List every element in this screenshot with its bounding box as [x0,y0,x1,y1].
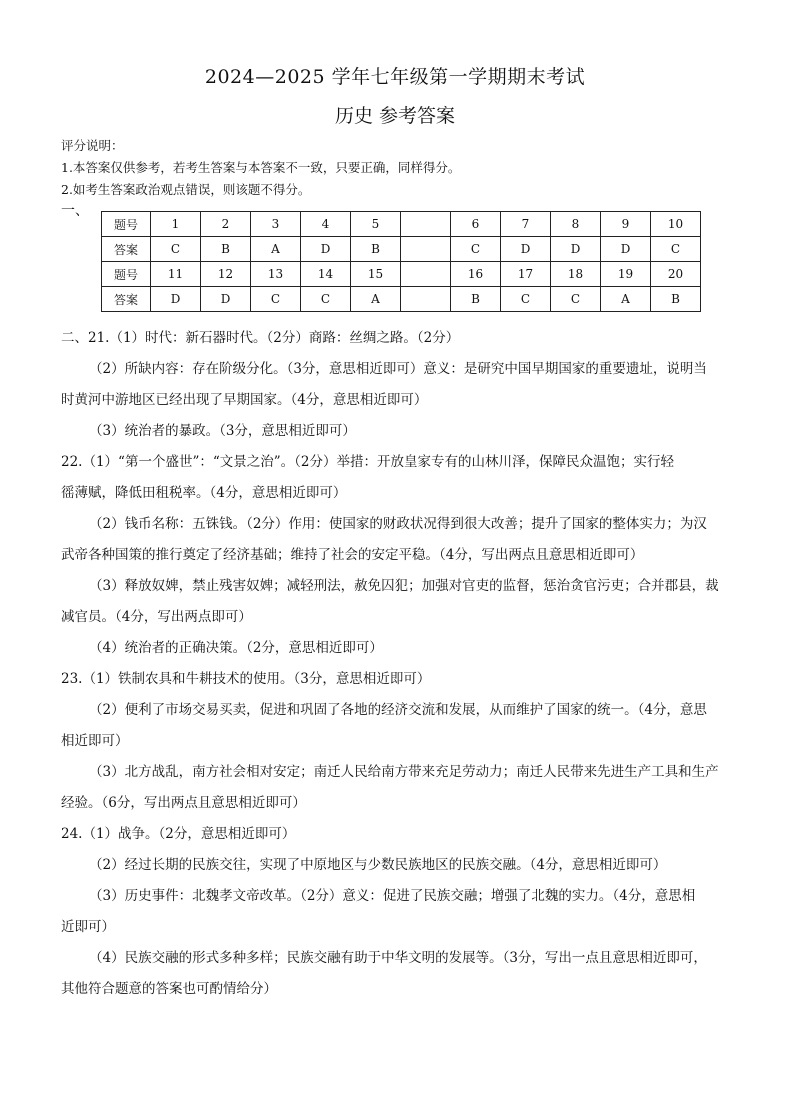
answer-line: （3）释放奴婢，禁止残害奴婢；减轻刑法，赦免囚犯；加强对官吏的监督，惩治贪官污吏；合并郡县，裁 [89,578,719,594]
table-cell: 12 [201,262,251,287]
table-cell: B [201,237,251,262]
answer-list [61,323,741,1005]
table-cell: D [301,237,351,262]
table-cell [401,262,451,287]
answer-line: （3）统治者的暴政。（3分，意思相近即可） [89,423,356,439]
answer-line: （4）民族交融的形式多种多样；民族交融有助于中华文明的发展等。（3分，写出一点且意思相近即可， [89,950,707,966]
table-cell: B [351,237,401,262]
section-1-label: 一、 [61,203,89,219]
grading-notes-heading: 评分说明： [61,138,124,153]
table-cell: 4 [301,212,351,237]
table-cell [401,237,451,262]
table-cell: 20 [651,262,701,287]
table-cell: 1 [151,212,201,237]
table-cell: 5 [351,212,401,237]
answer-line: 二、21.（1）时代：新石器时代。（2分）商路：丝绸之路。（2分） [61,330,460,346]
answer-line: 时黄河中游地区已经出现了早期国家。（4分，意思相近即可） [61,392,428,408]
table-cell: 7 [501,212,551,237]
table-cell: 14 [301,262,351,287]
answer-line: （2）便利了市场交易买卖，促进和巩固了各地的经济交流和发展，从而维护了国家的统一。（4分，意思 [89,702,707,718]
grading-notes [61,135,460,201]
row-header-cell: 题号 [102,262,151,287]
table-cell: B [451,287,501,312]
table-row [102,262,701,287]
table-row [102,212,701,237]
grading-note-2: 2.如考生答案政治观点错误，则该题不得分。 [61,182,311,197]
table-cell: A [601,287,651,312]
answer-line: 其他符合题意的答案也可酌情给分） [61,981,277,997]
table-cell: 10 [651,212,701,237]
answer-line: （2）所缺内容：存在阶级分化。（3分，意思相近即可）意义：是研究中国早期国家的重要遗址，说明当 [89,361,707,377]
table-cell: 13 [251,262,301,287]
table-cell: 3 [251,212,301,237]
row-header-cell: 答案 [102,287,151,312]
table-cell: 19 [601,262,651,287]
table-cell [401,287,451,312]
table-cell: C [301,287,351,312]
table-cell: 15 [351,262,401,287]
table-cell: C [151,237,201,262]
answer-line: 相近即可） [61,733,129,749]
choice-answer-table [101,211,701,312]
table-cell: 16 [451,262,501,287]
table-cell: C [551,287,601,312]
row-header-cell: 答案 [102,237,151,262]
answer-line: 经验。（6分，写出两点且意思相近即可） [61,795,306,811]
exam-title: 2024—2025 学年七年级第一学期期末考试 [204,66,586,88]
table-cell: D [151,287,201,312]
table-cell: D [551,237,601,262]
answer-line: 22.（1）“第一个盛世”：“文景之治”。（2分）举措：开放皇家专有的山林川泽，保障民众温饱；实行轻 [61,454,675,470]
table-cell: D [201,287,251,312]
answer-line: 徭薄赋，降低田租税率。（4分，意思相近即可） [61,485,347,501]
table-cell: 18 [551,262,601,287]
table-cell: A [351,287,401,312]
answer-line: 近即可） [61,919,115,935]
table-cell: 8 [551,212,601,237]
answer-line: 减官员。（4分，写出两点即可） [61,609,252,625]
answer-line: （2）钱币名称：五铢钱。（2分）作用：使国家的财政状况得到很大改善；提升了国家的整体实力；为汉 [89,516,707,532]
table-cell: C [451,237,501,262]
table-row [102,287,701,312]
table-cell: 11 [151,262,201,287]
answer-line: （3）北方战乱，南方社会相对安定；南迁人民给南方带来充足劳动力；南迁人民带来先进生产工具和生产 [89,764,719,780]
table-cell: 9 [601,212,651,237]
answer-line: 24.（1）战争。（2分，意思相近即可） [61,826,296,842]
table-cell: C [251,287,301,312]
answer-line: （2）经过长期的民族交往，实现了中原地区与少数民族地区的民族交融。（4分，意思相近即可） [89,857,667,873]
answer-line: （3）历史事件：北魏孝文帝改革。（2分）意义：促进了民族交融；增强了北魏的实力。（4分，意思相 [89,888,696,904]
grading-note-1: 1.本答案仅供参考，若考生答案与本答案不一致，只要正确，同样得分。 [61,160,461,175]
exam-subtitle: 历史 参考答案 [334,105,456,127]
table-cell [401,212,451,237]
answer-line: 23.（1）铁制农具和牛耕技术的使用。（3分，意思相近即可） [61,671,431,687]
table-cell: C [501,287,551,312]
table-cell: 2 [201,212,251,237]
table-row [102,237,701,262]
table-cell: D [601,237,651,262]
table-cell: C [651,237,701,262]
answer-line: （4）统治者的正确决策。（2分，意思相近即可） [89,640,383,656]
table-cell: 17 [501,262,551,287]
table-cell: 6 [451,212,501,237]
table-cell: A [251,237,301,262]
table-cell: B [651,287,701,312]
answer-line: 武帝各种国策的推行奠定了经济基础；维持了社会的安定平稳。（4分，写出两点且意思相近即可） [61,547,644,563]
table-cell: D [501,237,551,262]
row-header-cell: 题号 [102,212,151,237]
